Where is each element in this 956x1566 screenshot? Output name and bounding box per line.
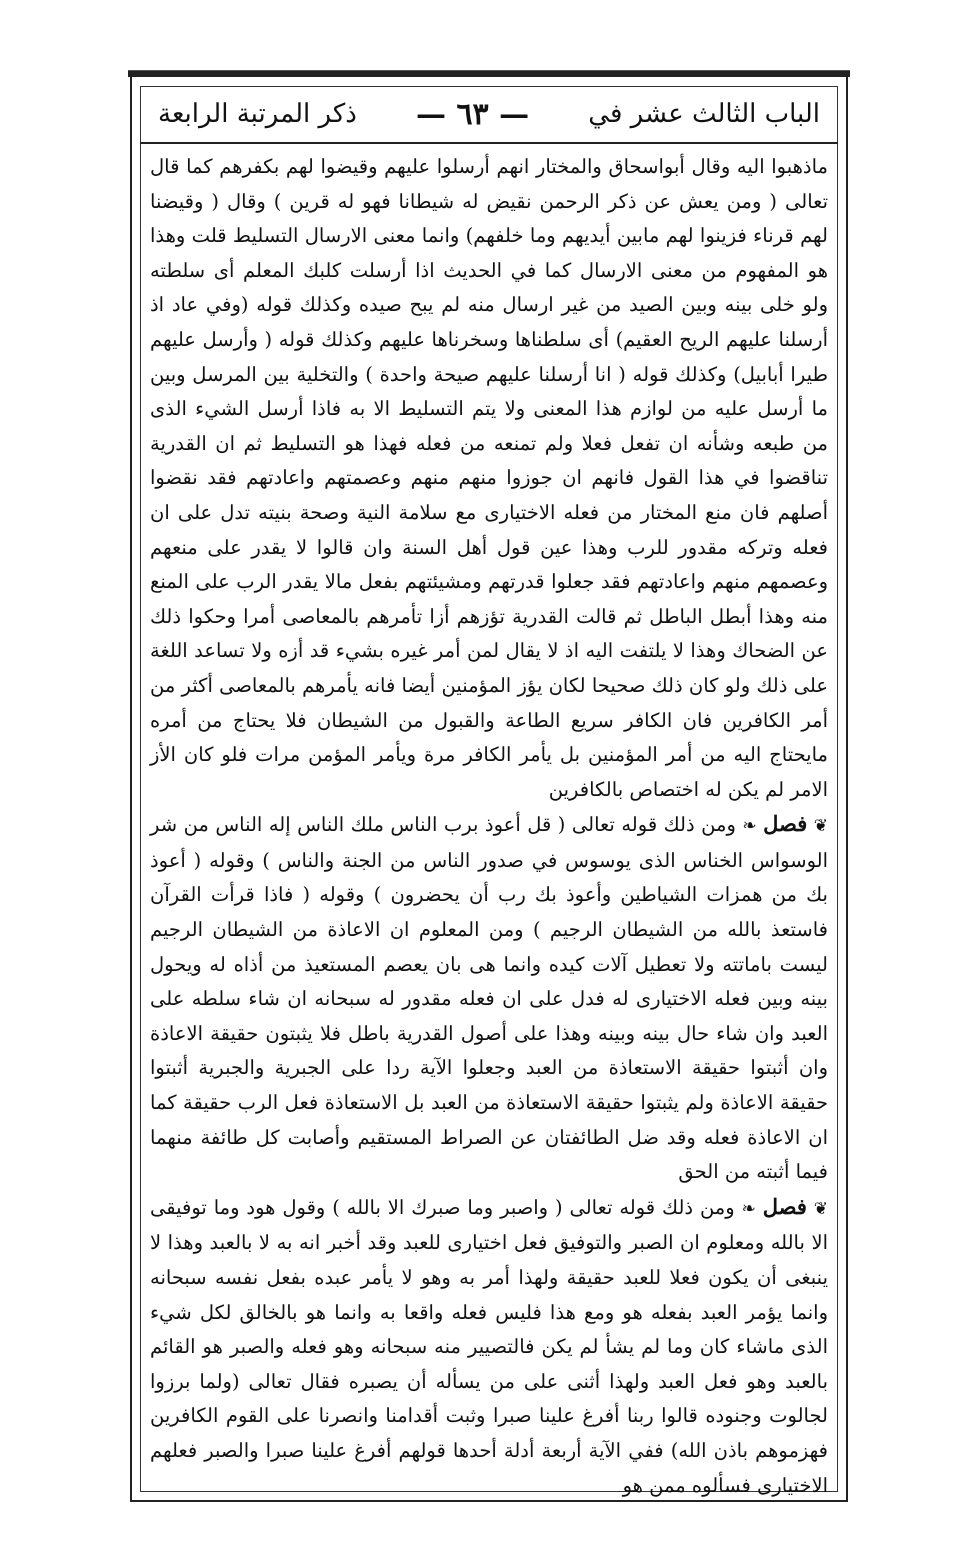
main-text-block	[150, 150, 829, 1497]
fasl-text: ومن ذلك قوله تعالى ( واصبر وما صبرك الا بالله ) وقول هود وما توفيقى الا بالله ومعلوم ان الصبر والتوفيق فعل اختيارى للعبد وقد أخبر انه به لا بالعبد وهذا لا ينبغى أن يكون فعلا للعبد حقيقة ولهذا أمر به وهو لا يأمر عبده بفعل نفسه سبحانه وانما يؤمر العبد بفعله هو ومع هذا فليس فعله واقعا به وانما هو بالخالق لكل شيء الذى ماشاء كان وما لم يشأ لم يكن فالتصيير منه سبحانه وهو فعله والصبر هو القائم بالعبد وهو فعل العبد ولهذا أثنى على من يسأله أن يصبره فقال تعالى (ولما برزوا لجالوت وجنوده قالوا ربنا أفرغ علينا صبرا وثبت أقدامنا وانصرنا على القوم الكافرين فهزموهم باذن الله) ففي الآية أربعة أدلة أحدها قولهم أفرغ علينا صبرا والصبر فعلهم الاختيارى فسألوه ممن هو	[150, 1195, 828, 1497]
fasl-label: فصل	[762, 1193, 807, 1219]
running-header	[140, 86, 838, 144]
fasl-label: فصل	[763, 811, 808, 837]
fasl-text: ومن ذلك قوله تعالى ( قل أعوذ برب الناس ملك الناس إله الناس من شر الوسواس الخناس الذى يوسوس في صدور الناس من الجنة والناس ) وقوله ( أعوذ بك من همزات الشياطين وأعوذ بك رب أن يحضرون ) وقوله ( فاذا قرأت القرآن فاستعذ بالله من الشيطان الرجيم ) ومن المعلوم ان الاعاذة من الشيطان الرجيم ليست باماتته ولا تعطيل آلات كيده وانما هى بان يعصم المستعيذ من أذاه له ويحول بينه وبين فعله الاختيارى له فدل على ان فعله مقدور له سبحانه ان شاء سلطه على العبد وان شاء حال بينه وبينه وهذا على أصول القدرية باطل فلا يثبتون حقيقة الاعاذة وان أثبتوا حقيقة الاستعاذة من العبد وجعلوا الآية ردا على الجبرية والجبرية أثبتوا حقيقة الاعاذة ولم يثبتوا حقيقة الاستعاذة من العبد بل الاستعاذة فعل الرب حقيقة كما ان الاعاذة فعله وقد ضل الطائفتان عن الصراط المستقيم وأصابت كل طائفة منهما فيما أثبته من الحق	[150, 813, 828, 1184]
ornament-icon: ❧	[742, 816, 757, 837]
fasl-paragraph-sabr	[150, 1190, 828, 1503]
fasl-paragraph-isti-adha	[150, 807, 828, 1190]
ornament-icon: ❦	[813, 816, 829, 837]
chapter-title: الباب الثالث عشر في	[588, 99, 820, 129]
ornament-icon: ❦	[813, 1198, 828, 1219]
page-number: — ٦٣ —	[415, 96, 530, 132]
ornament-icon: ❧	[741, 1198, 756, 1219]
paragraph-continuation: ماذهبوا اليه وقال أبواسحاق والمختار انهم أرسلوا عليهم وقيضوا لهم بكفرهم كما قال تعالى ( ومن يعش عن ذكر الرحمن نقيض له شيطانا فهو له قرين ) وقال ( وقيضنا لهم قرناء فزينوا لهم مابين أيديهم وما خلفهم) وانما معنى الارسال التسليط قلت وهذا هو المفهوم من معنى الارسال كما في الحديث اذا أرسلت كلبك المعلم أى سلطته ولو خلى بينه وبين الصيد من غير ارسال منه لم يبح صيده وكذلك قوله (وفي عاد اذ أرسلنا عليهم الريح العقيم) أى سلطناها وسخرناها عليهم وكذلك قوله ( وأرسل عليهم طيرا أبابيل) وكذلك قوله ( انا أرسلنا عليهم صيحة واحدة ) والتخلية بين المرسل وبين ما أرسل عليه من لوازم هذا المعنى ولا يتم التسليط الا به فاذا أرسل الشيء الذى من طبعه وشأنه ان تفعل فعلا ولم تمنعه من فعله فهذا هو التسليط ثم ان القدرية تناقضوا في هذا القول فانهم ان جوزوا منهم منهم وعصمتهم واعادتهم فقد نقضوا أصلهم فان منع المختار من فعله الاختيارى مع سلامة النية وصحة بنيته تدل على ان فعله وتركه مقدور للرب وهذا عين قول أهل السنة وان قالوا لا يقدر على منعهم وعصمهم منهم واعادتهم فقد جعلوا قدرتهم ومشيئتهم بفعل مالا يقدر الرب على المنع منه وهذا أبطل الباطل ثم قالت القدرية تؤزهم أزا تأمرهم بالمعاصى أمرا وحكوا ذلك عن الضحاك وهذا لا يلتفت اليه اذ لا يقال لمن أمر غيره بشيء قد أزه ولا تساعد اللغة على ذلك ولو كان ذلك صحيحا لكان يؤز المؤمنين أيضا فانه يأمرهم بالمعاصى أكثر من أمر الكافرين فان الكافر سريع الطاعة والقبول من الشيطان فلا يحتاج من أمره مايحتاج اليه من أمر المؤمنين بل يأمر الكافر مرة ويأمر المؤمن مرات فلو كان الأز الامر لم يكن له اختصاص بالكافرين	[150, 155, 828, 801]
section-title: ذكر المرتبة الرابعة	[158, 99, 357, 129]
